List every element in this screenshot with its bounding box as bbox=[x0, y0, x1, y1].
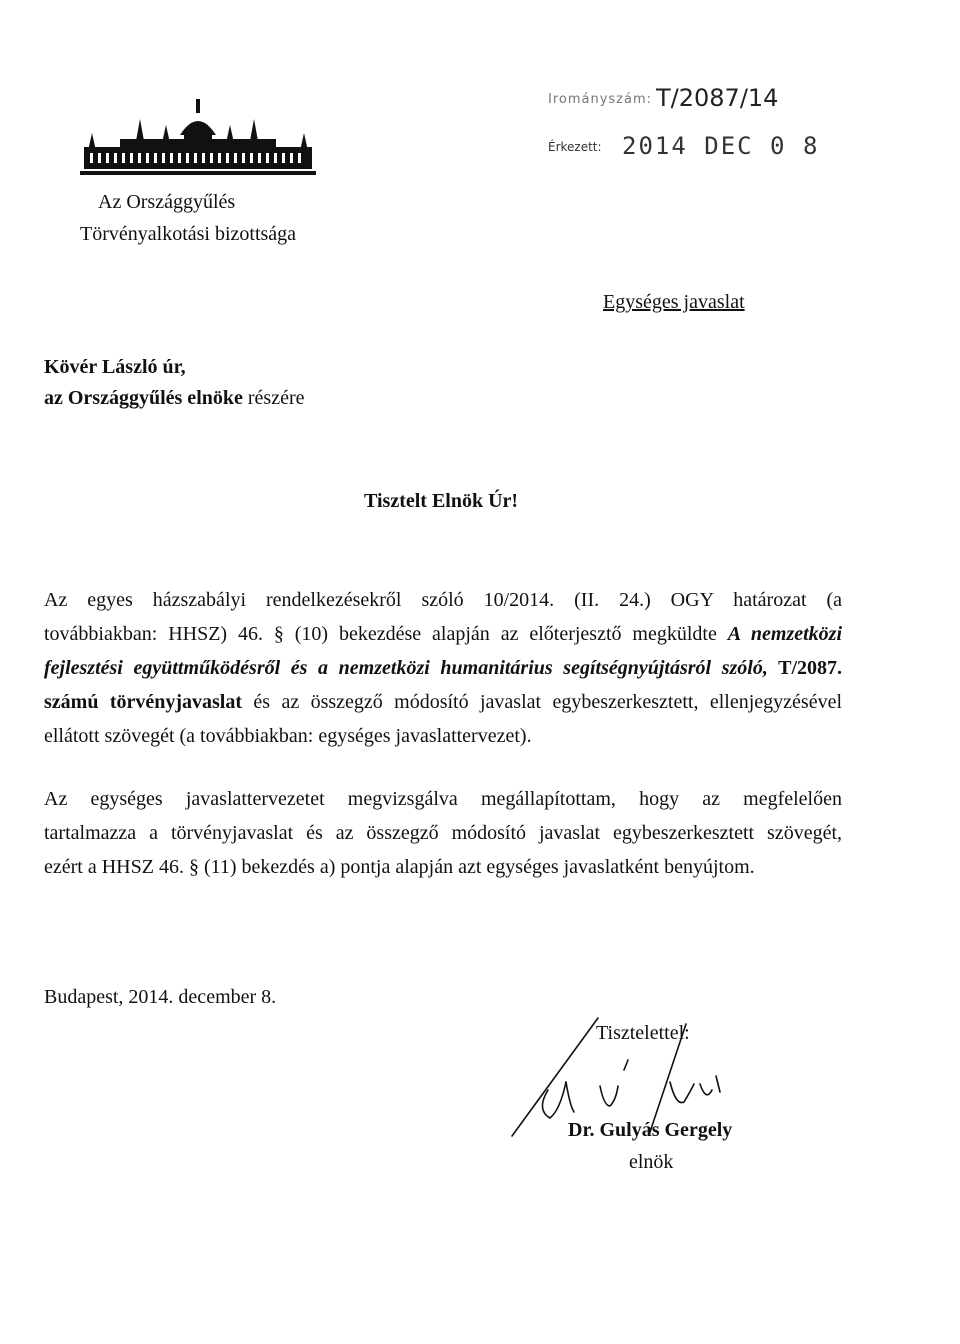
paragraph-1-line-4-text: és az összegző módosító javaslat egybeszerkesztett, ellenjegyzésével bbox=[242, 691, 843, 713]
document-type: Egységes javaslat bbox=[603, 291, 745, 313]
place-date: Budapest, 2014. december 8. bbox=[44, 986, 277, 1008]
stamp-received-label: Érkezett: bbox=[548, 140, 602, 154]
parliament-building-icon bbox=[80, 95, 316, 177]
bill-title-part-2: fejlesztési együttműködésről és a nemzetközi humanitárius segítségnyújtásról szóló, bbox=[44, 657, 768, 679]
addressee-title bbox=[44, 386, 305, 410]
signer-name: Dr. Gulyás Gergely bbox=[568, 1119, 733, 1141]
addressee-title-bold: az Országgyűlés elnöke bbox=[44, 387, 243, 409]
paragraph-1-line-2 bbox=[44, 617, 842, 651]
paragraph-1-line-3 bbox=[44, 651, 842, 685]
committee-name: Törvényalkotási bizottsága bbox=[80, 223, 297, 245]
paragraph-1-line-4 bbox=[44, 685, 842, 719]
bill-number: T/2087. bbox=[767, 657, 842, 679]
closing: Tisztelettel: bbox=[596, 1022, 690, 1044]
bill-type: számú törvényjavaslat bbox=[44, 691, 243, 713]
stamp-registration-number: T/2087/14 bbox=[656, 84, 779, 112]
institution-name: Az Országgyűlés bbox=[98, 191, 236, 213]
paragraph-1-line-5: ellátott szövegét (a továbbiakban: egységes javaslattervezet). bbox=[44, 725, 532, 747]
stamp-received-date: 2014 DEC 0 8 bbox=[622, 132, 820, 160]
parliament-logo bbox=[80, 95, 316, 177]
addressee-name: Kövér László úr, bbox=[44, 356, 186, 378]
paragraph-1-line-1: Az egyes házszabályi rendelkezésekről szóló 10/2014. (II. 24.) OGY határozat (a bbox=[44, 589, 842, 611]
paragraph-1-line-2-text: továbbiakban: HHSZ) 46. § (10) bekezdése alapján az előterjesztő megküldte bbox=[44, 623, 728, 645]
paragraph-2-line-3: ezért a HHSZ 46. § (11) bekezdés a) pontja alapján azt egységes javaslatként benyújtom. bbox=[44, 856, 755, 878]
addressee-title-rest: részére bbox=[242, 387, 305, 409]
signer-role: elnök bbox=[629, 1151, 674, 1173]
stamp-header-fragment: Irományszám: bbox=[548, 92, 653, 107]
paragraph-1 bbox=[44, 583, 842, 753]
bill-title-part-1: A nemzetközi bbox=[727, 623, 842, 645]
salutation: Tisztelt Elnök Úr! bbox=[364, 490, 519, 512]
paragraph-2 bbox=[44, 782, 842, 884]
paragraph-2-line-1: Az egységes javaslattervezetet megvizsgálva megállapítottam, hogy az megfelelően bbox=[44, 788, 842, 810]
paragraph-2-line-2: tartalmazza a törvényjavaslat és az összegző módosító javaslat egybeszerkesztett szövegét, bbox=[44, 822, 842, 844]
